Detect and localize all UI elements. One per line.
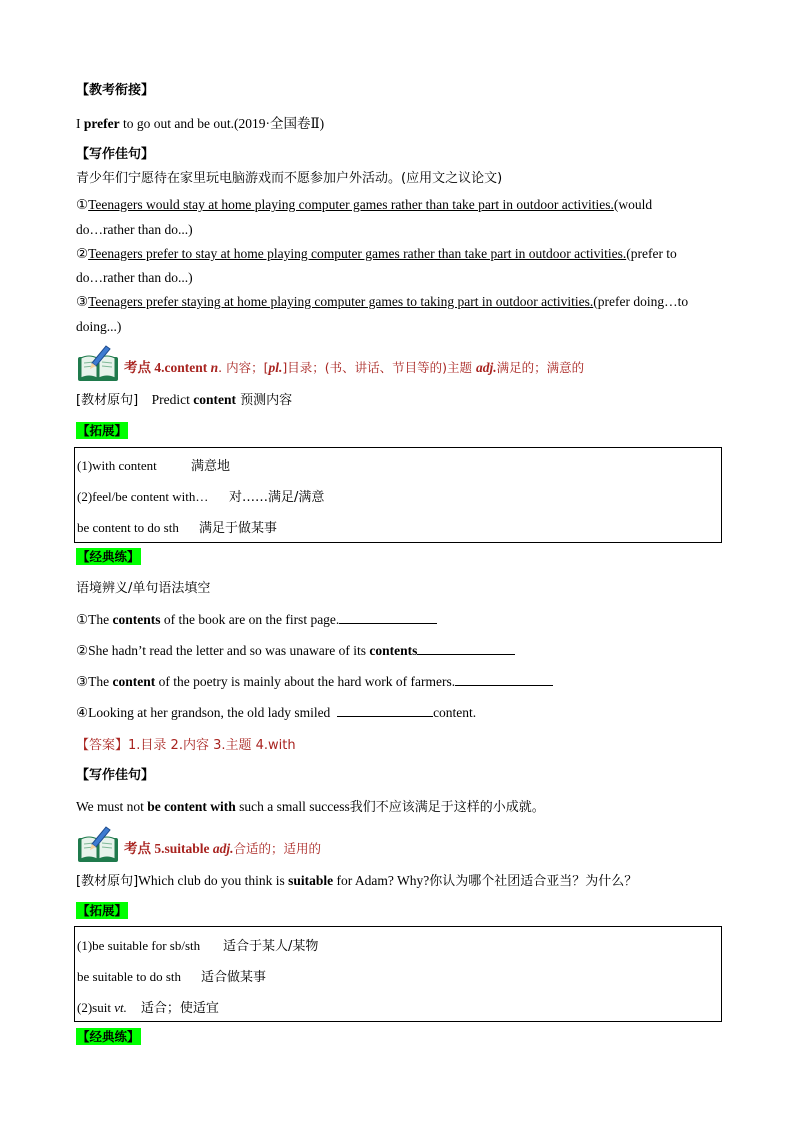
- kp4-ext-row-2: [77, 486, 324, 505]
- kp4-question-2: [76, 642, 515, 660]
- kp4-ext-row-1-en: (1)with content: [77, 458, 157, 473]
- kp5-practice-tag: 【经典练】: [77, 1029, 140, 1044]
- kp5-extension-tag: 【拓展】: [77, 903, 128, 918]
- q4-post: content.: [433, 705, 477, 720]
- num-2: ②: [76, 246, 89, 261]
- kp4-meaning-c: 满足的；满意的: [496, 359, 585, 375]
- kp4-practice-tag: 【经典练】: [77, 549, 140, 564]
- book-pencil-icon: [76, 343, 120, 388]
- kp5-ext-row-2-zh: 适合做某事: [201, 970, 267, 985]
- kp5-ext-row-3-zh: 适合；使适宜: [140, 1001, 219, 1016]
- kp4-ext-row-3-zh: 满足于做某事: [199, 521, 278, 536]
- kp4-word: content: [164, 359, 208, 375]
- key-point-4-text: [124, 356, 584, 376]
- writing-sentence-1-note: (would: [613, 197, 653, 212]
- kp5-src-cn: 你认为哪个社团适合亚当？为什么？: [429, 874, 638, 889]
- writing-sentence-1-note-cont: do…rather than do...): [76, 222, 193, 237]
- writing-sentence-2-note-cont: do…rather than do...): [76, 270, 193, 285]
- exam-example-post: to go out and be out.(2019·全国卷Ⅱ): [119, 116, 325, 131]
- kp5-ext-row-1-zh: 适合于某人/某物: [223, 939, 319, 954]
- kp5-ext-row-3: [77, 997, 219, 1016]
- kp4-extension-tag: 【拓展】: [77, 423, 128, 438]
- kp5-ext-row-1: [77, 935, 318, 954]
- kp5-meaning: 合适的；适用的: [233, 840, 322, 856]
- q1-answer-blank[interactable]: [339, 611, 437, 624]
- kp5-ext-row-3-en: (2)suit: [77, 1000, 115, 1015]
- kp4-pos-n: n: [210, 359, 219, 375]
- kp4-writing-cn: 我们不应该满足于这样的小成就。: [349, 800, 545, 815]
- kp5-textbook-sentence: [76, 872, 637, 891]
- kp5-ext-row-2: [77, 966, 266, 985]
- kp4-question-4: [76, 704, 476, 722]
- writing-sentence-1-text: Teenagers would stay at home playing computer games rather than take part in outdoor activities.: [88, 197, 614, 212]
- q1-pre: The: [88, 612, 113, 627]
- exam-example-pre: I: [76, 116, 84, 131]
- kp4-extension-box: [74, 447, 722, 543]
- kp5-ext-row-3-pos: vt.: [114, 1000, 127, 1015]
- writing-sentence-2-note: (prefer to: [626, 246, 677, 261]
- exam-example-keyword: prefer: [83, 116, 120, 131]
- q1-num: ①: [76, 612, 89, 627]
- kp4-src-pre: Predict: [151, 392, 194, 407]
- answer-text: 1.目录 2.内容 3.主题 4.with: [128, 738, 296, 753]
- kp4-ext-row-2-en: (2)feel/be content with…: [77, 489, 209, 504]
- kp5-src-pre: Which club do you think is: [138, 873, 289, 888]
- writing-sentence-3-note: (prefer doing…to: [593, 294, 689, 309]
- writing-sentence-3-note-cont: doing...): [76, 319, 122, 334]
- q3-pre: The: [88, 674, 113, 689]
- kp4-question-1: [76, 611, 437, 629]
- kp4-ext-row-1: [77, 455, 230, 474]
- kp4-pl: pl.: [268, 359, 283, 375]
- kp5-src-label: [教材原句]: [76, 874, 139, 889]
- kp4-answer: [76, 736, 296, 755]
- kp4-writing-post: such a small success: [235, 799, 350, 814]
- kp5-label: 考点 5.: [124, 840, 165, 856]
- writing-sentence-3: [76, 293, 688, 311]
- kp4-ext-row-3: [77, 517, 277, 536]
- q3-num: ③: [76, 674, 89, 689]
- q3-keyword: content: [112, 674, 156, 689]
- key-point-4-title: [76, 343, 584, 388]
- exam-example: [76, 115, 324, 133]
- q3-answer-blank[interactable]: [455, 673, 553, 686]
- writing-chinese-sentence: 青少年们宁愿待在家里玩电脑游戏而不愿参加户外活动。(应用文之议论文): [76, 171, 503, 186]
- q4-num: ④: [76, 705, 89, 720]
- kp4-src-keyword: content: [193, 392, 237, 407]
- kp4-practice-title: 语境辨义/单句语法填空: [76, 581, 211, 596]
- section-heading-writing: 【写作佳句】: [76, 147, 155, 162]
- writing-sentence-1: [76, 196, 652, 214]
- q2-keyword: contents: [369, 643, 418, 658]
- kp5-ext-row-2-en: be suitable to do sth: [77, 969, 181, 984]
- kp4-src-label: [教材原句]: [76, 393, 139, 408]
- key-point-5-title: [76, 824, 321, 869]
- q4-answer-blank[interactable]: [337, 704, 433, 717]
- kp4-question-3: [76, 673, 553, 691]
- kp4-writing-sentence: [76, 798, 545, 817]
- q3-post: of the poetry is mainly about the hard work of farmers.: [155, 674, 456, 689]
- book-pencil-icon: [76, 824, 120, 869]
- writing-sentence-3-text: Teenagers prefer staying at home playing computer games to taking part in outdoor activities.: [88, 294, 594, 309]
- kp4-ext-row-1-zh: 满意地: [191, 459, 231, 474]
- kp4-label: 考点 4.: [124, 359, 165, 375]
- writing-sentence-2: [76, 245, 677, 263]
- kp5-src-post: for Adam? Why?: [333, 873, 430, 888]
- kp5-src-keyword: suitable: [288, 873, 334, 888]
- kp4-writing-keyword: be content with: [147, 799, 236, 814]
- kp4-meaning-b: ]目录；(书、讲话、节目等的)主题: [282, 359, 476, 375]
- kp5-pos-adj: adj.: [209, 840, 234, 856]
- section-heading-exam-link: 【教考衔接】: [76, 83, 155, 98]
- answer-label: 【答案】: [76, 738, 129, 753]
- q1-post: of the book are on the first page.: [160, 612, 340, 627]
- kp4-textbook-sentence: [76, 391, 292, 410]
- q2-answer-blank[interactable]: [417, 642, 515, 655]
- writing-sentence-2-text: Teenagers prefer to stay at home playing computer games rather than take part in outdoor activities.: [88, 246, 627, 261]
- key-point-5-text: [124, 837, 321, 857]
- num-1: ①: [76, 197, 89, 212]
- q2-pre: She hadn’t read the letter and so was unaware of its: [88, 643, 370, 658]
- kp4-writing-pre: We must not: [76, 799, 148, 814]
- kp4-ext-row-3-en: be content to do sth: [77, 520, 179, 535]
- kp4-meaning-a: . 内容；[: [218, 359, 269, 375]
- kp5-extension-box: [74, 926, 722, 1022]
- q1-keyword: contents: [112, 612, 161, 627]
- num-3: ③: [76, 294, 89, 309]
- q2-num: ②: [76, 643, 89, 658]
- kp5-word: suitable: [164, 840, 210, 856]
- kp4-pos-adj: adj.: [475, 359, 497, 375]
- kp5-ext-row-1-en: (1)be suitable for sb/sth: [77, 938, 201, 953]
- kp4-writing-heading: 【写作佳句】: [76, 768, 155, 783]
- kp4-ext-row-2-zh: 对……满足/满意: [229, 490, 325, 505]
- q4-pre: Looking at her grandson, the old lady smiled: [88, 705, 334, 720]
- kp4-src-post: 预测内容: [236, 393, 293, 408]
